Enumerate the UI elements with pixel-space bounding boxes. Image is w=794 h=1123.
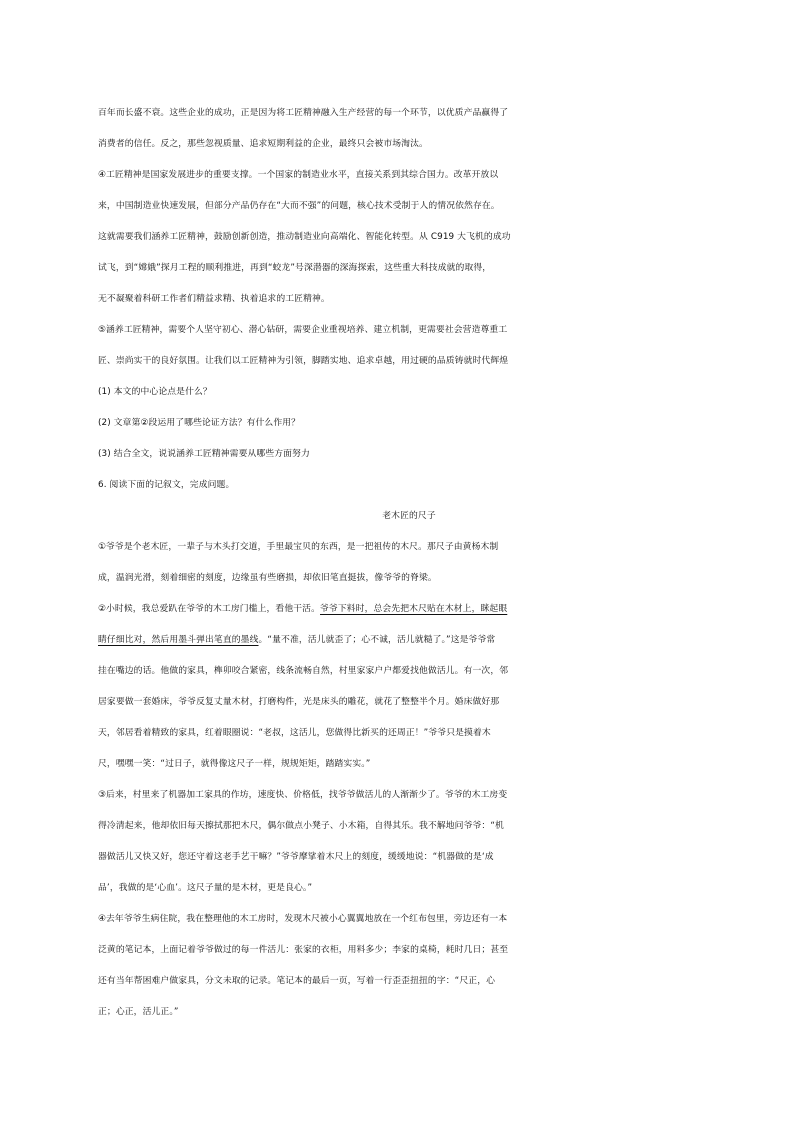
text-line: 尺，嘿嘿一笑：“过日子，就得像这尺子一样，规规矩矩，踏踏实实。” (98, 759, 371, 769)
text-span: ②小时候，我总爱趴在爷爷的木工房门槛上，看他干活。 (98, 604, 321, 614)
text-line: ④工匠精神是国家发展进步的重要支撑。一个国家的制造业水平，直接关系到其综合国力。改革开放以 (98, 170, 499, 180)
text-line: 消费者的信任。反之，那些忽视质量、追求短期利益的企业，最终只会被市场淘汰。 (98, 139, 428, 149)
section-instruction: 6. 阅读下面的记叙文，完成问题。 (98, 480, 235, 490)
text-line: ⑤涵养工匠精神，需要个人坚守初心、潜心钻研，需要企业重视培养、建立机制，更需要社会营造尊重工 (98, 325, 508, 335)
text-line: 居家要做一套婚床，爷爷反复丈量木材，打磨构件，光是床头的雕花，就花了整整半个月。婚床做好那 (98, 697, 500, 707)
question-1: (1) 本文的中心论点是什么？ (98, 387, 212, 397)
text-line: 正；心正，活儿正。” (98, 1007, 179, 1017)
text-line: 成，温润光滑，刻着细密的刻度，边缘虽有些磨损，却依旧笔直挺拔，像爷爷的脊梁。 (98, 573, 437, 583)
text-line (98, 594, 720, 625)
text-line: 挂在嘴边的话。他做的家具，榫卯咬合紧密，线条流畅自然，村里家家户户都爱找他做活儿。有一次，邻 (98, 666, 509, 676)
text-line: 还有当年帮困难户做家具，分文未取的记录。笔记本的最后一页，写着一行歪歪扭扭的字：“尺正，心 (98, 976, 496, 986)
text-span: 。“量不准，活儿就歪了；心不诚，活儿就糙了。”这是爷爷常 (258, 635, 496, 645)
text-line: 试飞，到“嫦娥”探月工程的顺利推进，再到“蛟龙”号深潜器的深海探索，这些重大科技成就的取得， (98, 263, 492, 273)
text-line: 无不凝聚着科研工作者们精益求精、执着追求的工匠精神。 (98, 294, 330, 304)
text-line: 百年而长盛不衰。这些企业的成功，正是因为将工匠精神融入生产经营的每一个环节，以优质产品赢得了 (98, 108, 509, 118)
text-line: 匠、崇尚实干的良好氛围。让我们以工匠精神为引领，脚踏实地、追求卓越，用过硬的品质铸就时代辉煌 (98, 356, 509, 366)
text-line: ③后来，村里来了机器加工家具的作坊，速度快、价格低，找爷爷做活儿的人渐渐少了。爷爷的木工房变 (98, 790, 508, 800)
text-line: 这就需要我们涵养工匠精神，鼓励创新创造，推动制造业向高端化、智能化转型。从 C919 大飞机的成功 (98, 232, 511, 242)
text-line: 器做活儿又快又好，您还守着这老手艺干嘛？”爷爷摩挲着木尺上的刻度，缓缓地说：“机器做的是‘成 (98, 852, 494, 862)
document-page (98, 98, 720, 1028)
text-line: ④去年爷爷生病住院，我在整理他的木工房时，发现木尺被小心翼翼地放在一个红布包里，旁边还有一本 (98, 914, 508, 924)
text-line (98, 625, 720, 656)
text-line: 天，邻居看着精致的家具，红着眼圈说：“老叔，这活儿，您做得比新买的还周正！”爷爷只是摸着木 (98, 728, 491, 738)
question-2: (2) 文章第②段运用了哪些论证方法？有什么作用？ (98, 418, 301, 428)
text-line: 来，中国制造业快速发展，但部分产品仍存在“大而不强”的问题，核心技术受制于人的情况依然存在。 (98, 201, 500, 211)
question-3: (3) 结合全文，说说涵养工匠精神需要从哪些方面努力 (98, 449, 310, 459)
text-line: 泛黄的笔记本，上面记着爷爷做过的每一件活儿：张家的衣柜，用料多少；李家的桌椅，耗时几日；甚至 (98, 945, 509, 955)
text-line: 品’，我做的是‘心血’。这尺子量的是木材，更是良心。” (98, 883, 313, 893)
text-line: 得冷清起来，他却依旧每天擦拭那把木尺，偶尔做点小凳子、小木箱，自得其乐。我不解地问爷爷：“机 (98, 821, 504, 831)
underlined-sentence: 爷爷下料时，总会先把木尺贴在木材上，眯起眼 (320, 604, 508, 614)
story-title: 老木匠的尺子 (382, 511, 436, 521)
underlined-sentence: 睛仔细比对，然后用墨斗弹出笔直的墨线 (98, 635, 259, 645)
text-line: ①爷爷是个老木匠，一辈子与木头打交道，手里最宝贝的东西，是一把祖传的木尺。那尺子由黄杨木制 (98, 542, 499, 552)
